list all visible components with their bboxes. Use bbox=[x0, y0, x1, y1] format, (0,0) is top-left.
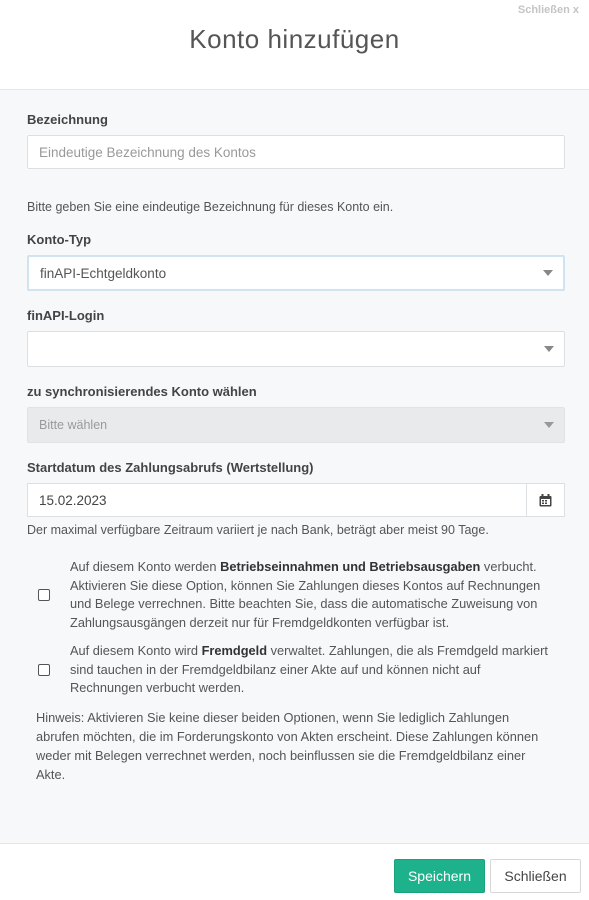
option-betriebseinnahmen bbox=[38, 558, 565, 632]
sync-konto-label: zu synchronisierendes Konto wählen bbox=[27, 384, 257, 399]
bezeichnung-label: Bezeichnung bbox=[27, 112, 108, 127]
startdatum-input[interactable]: 15.02.2023 bbox=[27, 483, 527, 517]
startdatum-label: Startdatum des Zahlungsabrufs (Wertstellung) bbox=[27, 460, 314, 475]
option-betriebseinnahmen-text: Auf diesem Konto werden Betriebseinnahmen und Betriebsausgaben verbucht. Aktivieren Sie diese Option, können Sie Zahlungen dieses Kontos auf Rechnungen und Belege verrechnen. Bitte beachten Sie, dass die automatische Zuweisung von Zahlungsausgängen derzeit nur für Fremdgeldkonten verfügbar ist. bbox=[70, 559, 541, 630]
modal-footer bbox=[0, 843, 589, 900]
finapi-login-label: finAPI-Login bbox=[27, 308, 105, 323]
calendar-icon bbox=[539, 494, 552, 507]
fremdgeld-checkbox[interactable] bbox=[38, 664, 50, 676]
konto-typ-select[interactable] bbox=[27, 255, 565, 291]
chevron-down-icon bbox=[544, 346, 554, 352]
bezeichnung-input[interactable]: Eindeutige Bezeichnung des Kontos bbox=[27, 135, 565, 169]
hinweis-text: Hinweis: Aktivieren Sie keine dieser beiden Optionen, wenn Sie lediglich Zahlungen abrufen möchten, die im Forderungskonto von Akten erscheint. Diese Zahlungen können weder mit Belegen verrechnet werden, noch beinflussen sie die Fremdgeldbilanz einer Akte. bbox=[36, 709, 539, 782]
modal-body bbox=[0, 90, 589, 843]
option-fremdgeld bbox=[38, 642, 565, 698]
calendar-button[interactable] bbox=[527, 483, 565, 517]
chevron-down-icon bbox=[543, 270, 553, 276]
chevron-down-icon bbox=[544, 422, 554, 428]
startdatum-help: Der maximal verfügbare Zeitraum variiert je nach Bank, beträgt aber meist 90 Tage. bbox=[27, 523, 489, 537]
startdatum-group bbox=[27, 483, 565, 517]
modal-header bbox=[0, 0, 589, 90]
top-close-link[interactable]: Schließen x bbox=[517, 4, 579, 16]
option-fremdgeld-text: Auf diesem Konto wird Fremdgeld verwaltet. Zahlungen, die als Fremdgeld markiert sind tauchen in der Fremdgeldbilanz einer Akte auf und können nicht auf Rechnungen verbucht werden. bbox=[70, 643, 548, 695]
close-button[interactable]: Schließen bbox=[490, 859, 581, 893]
betriebseinnahmen-checkbox[interactable] bbox=[38, 589, 50, 601]
modal-title: Konto hinzufügen bbox=[189, 24, 400, 54]
finapi-login-select[interactable] bbox=[27, 331, 565, 367]
konto-typ-value: finAPI-Echtgeldkonto bbox=[40, 265, 167, 281]
sync-konto-value: Bitte wählen bbox=[39, 418, 108, 432]
save-button[interactable]: Speichern bbox=[394, 859, 485, 893]
sync-konto-select[interactable] bbox=[27, 407, 565, 443]
konto-typ-label: Konto-Typ bbox=[27, 232, 92, 247]
bezeichnung-help: Bitte geben Sie eine eindeutige Bezeichnung für dieses Konto ein. bbox=[27, 200, 394, 214]
